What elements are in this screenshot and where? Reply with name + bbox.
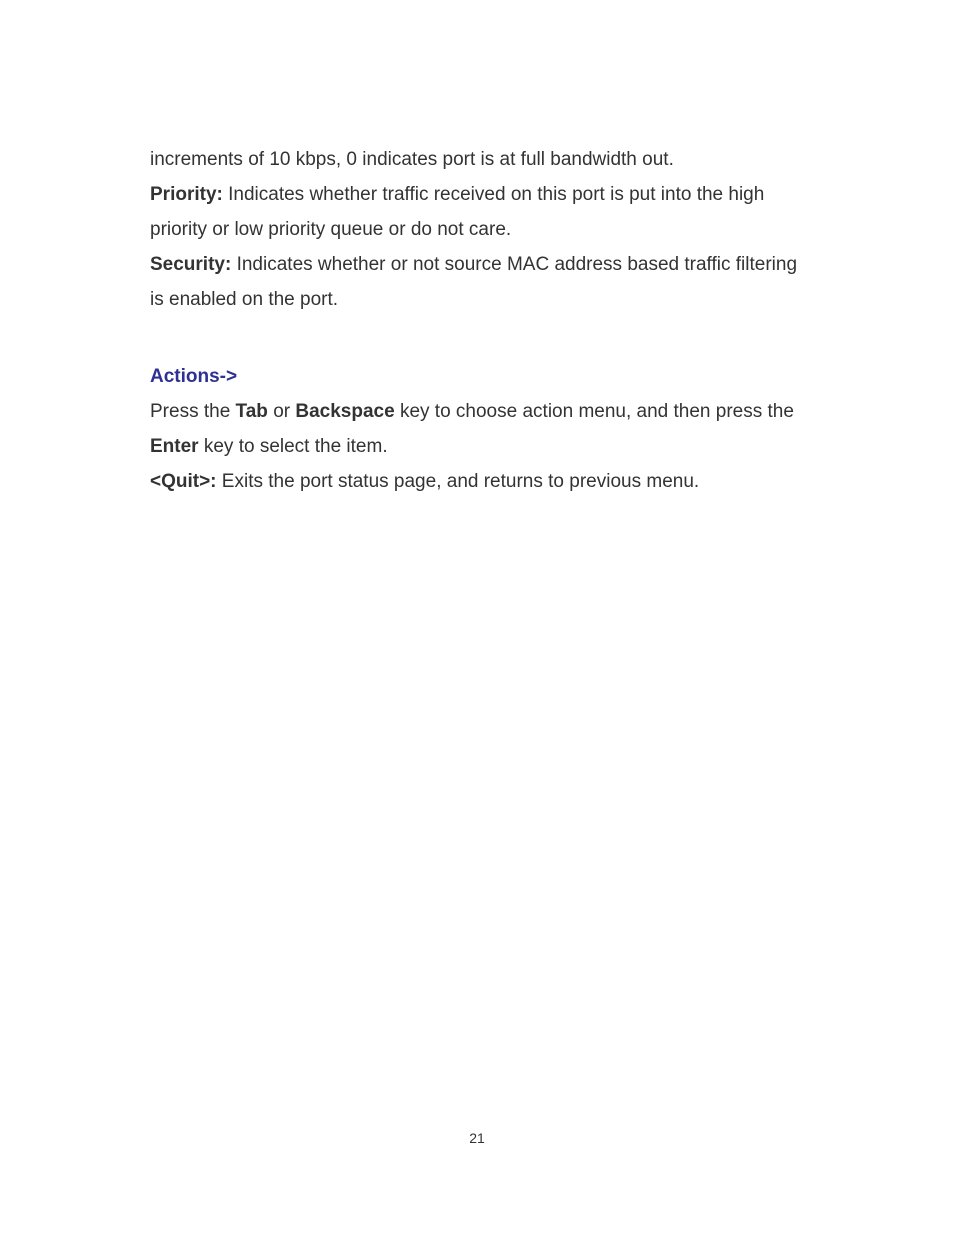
- security-line-1: [150, 247, 850, 282]
- section-spacer: [150, 317, 850, 359]
- security-text-1: Indicates whether or not source MAC address based traffic filtering: [231, 254, 798, 275]
- tab-key-term: Tab: [235, 401, 268, 422]
- priority-line-1: [150, 177, 850, 212]
- actions-line-2: [150, 429, 850, 464]
- actions-heading: Actions->: [150, 366, 238, 387]
- security-line-2: [150, 282, 850, 317]
- quit-text: Exits the port status page, and returns to previous menu.: [216, 471, 700, 492]
- press-the-text: Press the: [150, 401, 236, 422]
- priority-line-2: [150, 212, 850, 247]
- security-text-2: is enabled on the port.: [150, 289, 339, 310]
- quit-line: [150, 464, 850, 499]
- actions-line-1-rest: key to choose action menu, and then press the: [394, 401, 794, 422]
- bandwidth-text: increments of 10 kbps, 0 indicates port is at full bandwidth out.: [150, 149, 674, 170]
- priority-term: Priority:: [150, 184, 223, 205]
- page-content: [150, 142, 850, 499]
- priority-text-2: priority or low priority queue or do not care.: [150, 219, 512, 240]
- or-text: or: [267, 401, 296, 422]
- bandwidth-description-line: [150, 142, 850, 177]
- quit-term: <Quit>:: [150, 471, 217, 492]
- actions-line-2-rest: key to select the item.: [198, 436, 388, 457]
- actions-line-1: [150, 394, 850, 429]
- page-number: 21: [469, 1130, 485, 1146]
- backspace-key-term: Backspace: [295, 401, 395, 422]
- security-term: Security:: [150, 254, 232, 275]
- priority-text-1: Indicates whether traffic received on this port is put into the high: [222, 184, 765, 205]
- enter-key-term: Enter: [150, 436, 199, 457]
